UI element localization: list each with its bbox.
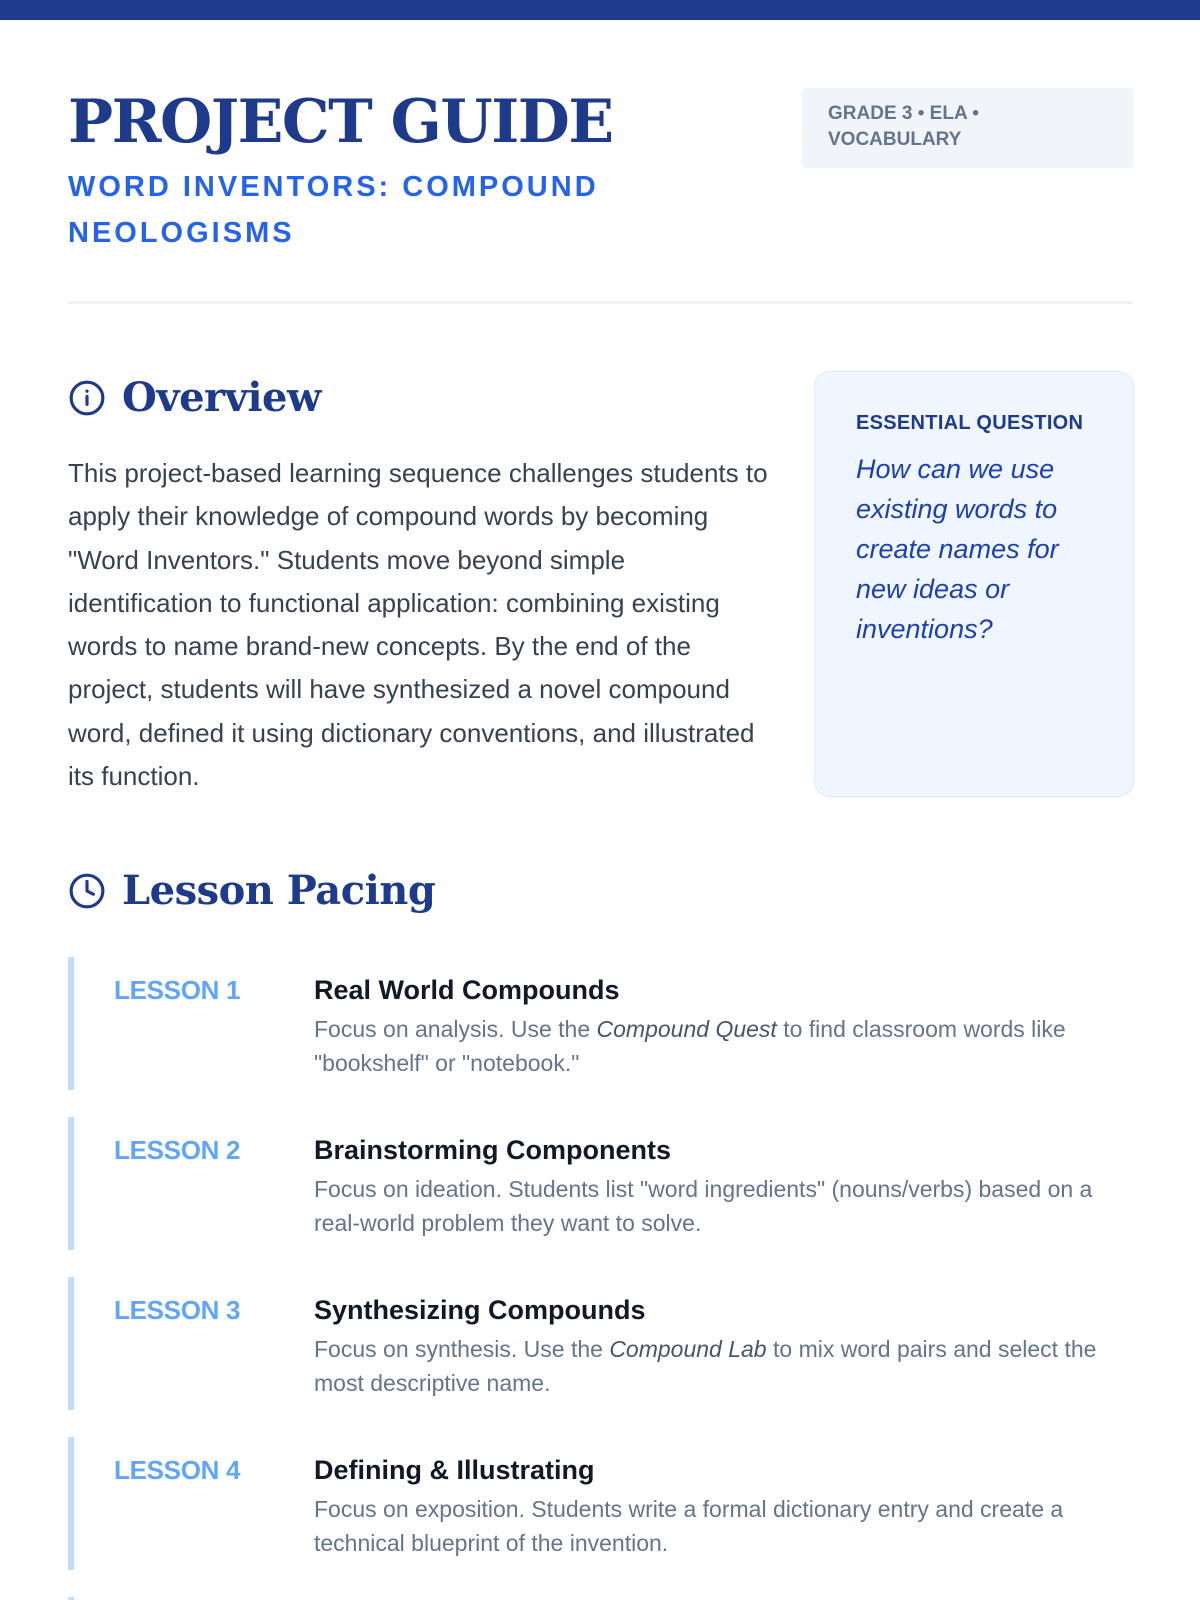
overview-title: Overview [122, 374, 321, 421]
lesson-pacing-heading [68, 867, 435, 914]
overview-heading [68, 374, 321, 421]
lesson-list [68, 957, 1133, 1597]
lesson-description: Focus on ideation. Students list "word ingredients" (nouns/verbs) based on a real-world problem they want to solve. [314, 1176, 1093, 1236]
lesson-description: Focus on exposition. Students write a formal dictionary entry and create a technical blueprint of the invention. [314, 1496, 1064, 1556]
tool-name: Compound Quest [596, 1016, 777, 1042]
info-icon [68, 379, 106, 417]
lesson-item [68, 957, 1133, 1090]
lesson-description: Focus on analysis. Use the Compound Quest to find classroom words like "bookshelf" or "notebook." [314, 1016, 1066, 1076]
lesson-body [314, 1135, 1139, 1240]
page-header [68, 87, 1133, 256]
page-title: PROJECT GUIDE [68, 87, 613, 157]
header-divider [68, 301, 1133, 304]
lesson-title: Brainstorming Components [314, 1135, 672, 1165]
lesson-number: LESSON 4 [114, 1455, 241, 1485]
lesson-title: Synthesizing Compounds [314, 1295, 646, 1325]
lesson-body [314, 975, 1139, 1080]
essential-question-text: How can we use existing words to create names for new ideas or inventions? [856, 454, 1059, 644]
top-accent-bar [0, 0, 1200, 20]
overview-text: This project-based learning sequence challenges students to apply their knowledge of compound words by becoming "Word Inventors." Students move beyond simple identification to functional application: combining existing words to name brand-new concepts. By the end of the project, students will have synthesized a novel compound word, defined it using dictionary conventions, and illustrated its function. [68, 458, 768, 792]
lesson-title: Defining & Illustrating [314, 1455, 595, 1485]
clock-icon [68, 872, 106, 910]
lesson-number: LESSON 2 [114, 1135, 241, 1165]
lesson-number: LESSON 1 [114, 975, 241, 1005]
essential-question-label: ESSENTIAL QUESTION [856, 412, 1084, 434]
lesson-body [314, 1455, 1139, 1560]
lesson-title: Real World Compounds [314, 975, 620, 1005]
lesson-pacing-title: Lesson Pacing [122, 867, 436, 914]
lesson-item [68, 1437, 1133, 1570]
lesson-number: LESSON 3 [114, 1295, 241, 1325]
essential-question-card [814, 371, 1134, 797]
lesson-item [68, 1277, 1133, 1410]
tool-name: Compound Lab [609, 1336, 767, 1362]
lesson-description: Focus on synthesis. Use the Compound Lab to mix word pairs and select the most descriptive name. [314, 1336, 1097, 1396]
lesson-item [68, 1117, 1133, 1250]
grade-badge: GRADE 3 • ELA • VOCABULARY [802, 88, 1133, 168]
lesson-body [314, 1295, 1139, 1400]
page-subtitle: WORD INVENTORS: COMPOUND NEOLOGISMS [68, 171, 599, 249]
